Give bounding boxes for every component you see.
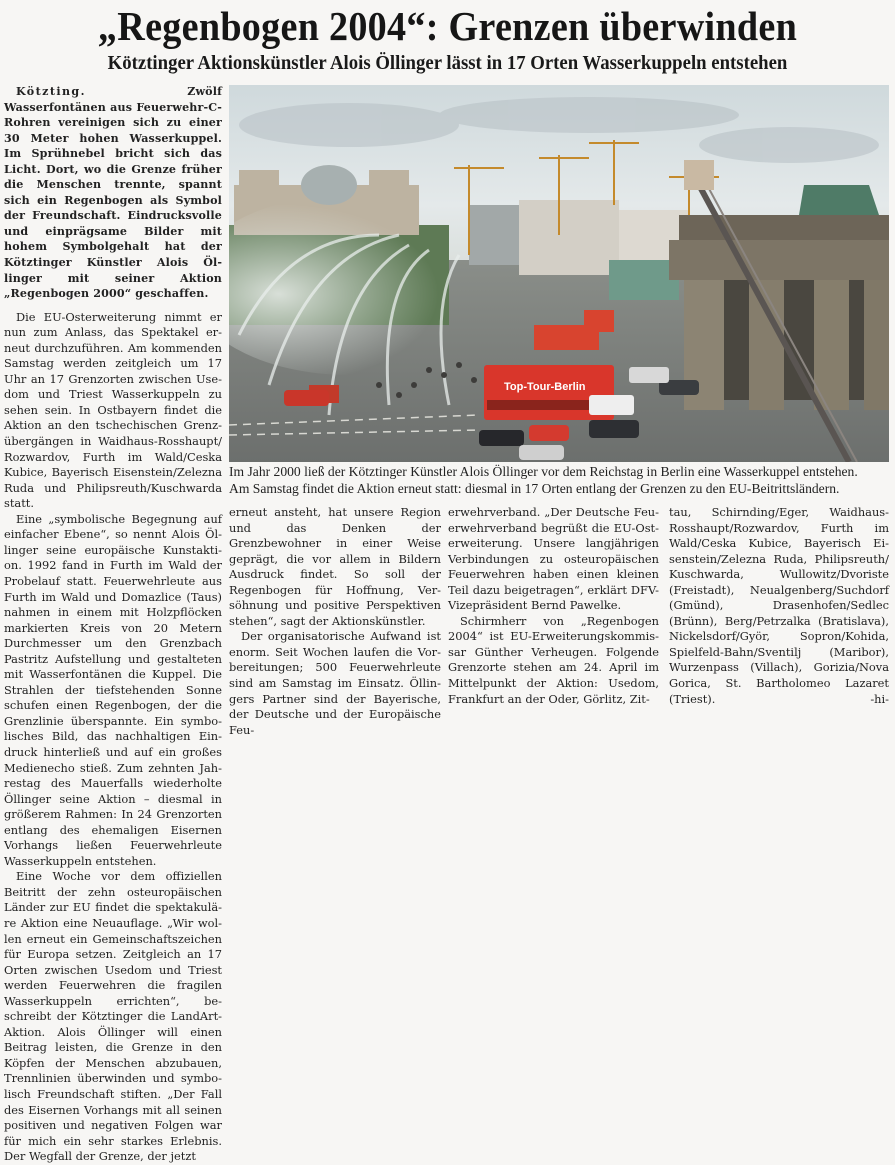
brandenburg-gate bbox=[669, 185, 889, 410]
lead-paragraph bbox=[4, 84, 222, 302]
dateline: Kötzting. bbox=[16, 85, 86, 98]
photo-caption bbox=[229, 463, 893, 497]
body-paragraph bbox=[669, 505, 889, 707]
body-paragraph: Eine „symbolische Begegnung auf einfacher Ebene“, so nennt Alois Öllinger seine europäische Kunstaktion. 1992 fand in Furth im Wald der Probelauf statt. Feuerwehrleute aus Furth im Wald und Domazlice (Taus) nahmen in einem mit Holzpflöcken markierten Kreis von 20 Metern Durchmesser um den Grenzbach Pastritz Aufstellung und gestalteten mit Wasserfontänen die Kuppel. Die Strahlen der tiefstehenden Sonne schufen einen Regenbogen, der die Grenzlinie überspannte. Ein symbolisches Bild, das nachhaltigen Eindruck hinterließ und auf ein großes Medienecho stieß. Zum zehnten Jahrestag des Mauerfalls wiederholte Öllinger seine Aktion – diesmal in größerem Rahmen: In 24 Grenzorten entlang des ehemaligen Eisernen Vorhangs ließen Feuerwehrleute Wasserkuppeln entstehen. bbox=[4, 511, 222, 868]
article-column-1 bbox=[4, 84, 222, 1165]
caption-line-1: Im Jahr 2000 ließ der Kötztinger Künstler Alois Öllinger vor dem Reichstag in Berlin eine Wasserkuppel entstehen. bbox=[229, 464, 858, 479]
caption-line-2: Am Samstag findet die Aktion erneut statt: diesmal in 17 Orten entlang der Grenzen zu den EU-Beitrittsländern. bbox=[229, 481, 840, 496]
place-list: tau, Schirnding/Eger, Waidhaus-Rosshaupt/Rozwardov, Furth im Wald/Ceska Kubice, Bayerisch Eisenstein/Zelezna Ruda, Philipsreuth/ Kuschwarda, Wullowitz/Dvoriste (Freistadt), Neualgenberg/Suchdorf (Gmünd), Drasenhofen/Sedlec (Brünn), Berg/Petrzalka (Bratislava), Nickelsdorf/Györ, Sopron/Kohida, Spielfeld-Bahn/Sventilj (Maribor), Wurzenpass (Villach), Gorizia/Nova Gorica, St. Bartholomeo Lazaret (Triest). bbox=[669, 505, 889, 706]
author-signature: -hi- bbox=[870, 691, 889, 706]
article-column-4 bbox=[669, 505, 889, 707]
photo-brandenburg-gate bbox=[229, 85, 889, 462]
lead-text: Zwölf Wasserfontänen aus Feuerwehr-C-Rohren vereinigen sich zu einer 30 Meter hohen Wasserkuppel. Im Sprühnebel bricht sich das Licht. Dort, wo die Grenze früher die Menschen trennte, spannt sich ein Regenbogen als Symbol der Freundschaft. Eindrucksvolle und einprägsame Bilder mit hohem Symbolgehalt hat der Kötztinger Künstler Alois Öllinger mit seiner Aktion „Regenbogen 2000“ geschaffen. bbox=[4, 85, 222, 301]
body-paragraph: erneut ansteht, hat unsere Region und das Denken der Grenzbewohner in einer Weise geprägt, die vor allem in Bildern Ausdruck findet. So soll der Regenbogen für Hoffnung, Versöhnung und positive Perspektiven stehen“, sagt der Aktionskünstler. bbox=[229, 505, 441, 628]
quadriga bbox=[799, 185, 879, 215]
body-paragraph: Eine Woche vor dem offiziellen Beitritt der zehn osteuropäischen Länder zur EU findet die spektakuläre Aktion eine Neuauflage. „Wir wollen erneut ein Gemeinschaftszeichen für Europa setzen. Zeitgleich an 17 Orten zwischen Usedom und Triest werden Feuerwehren die fragilen Wasserkuppeln errichten“, beschreibt der Kötztinger die LandArt-Aktion. Alois Öllinger will einen Beitrag leisten, die Grenze in den Köpfen der Menschen abzubauen, Trennlinien überwinden und symbolisch Freundschaft stiften. „Der Fall des Eisernen Vorhangs mit all seinen positiven und negativen Folgen war für mich ein sehr starkes Erlebnis. Der Wegfall der Grenze, der jetzt bbox=[4, 869, 222, 1164]
headline: „Regenbogen 2004“: Grenzen überwinden bbox=[97, 3, 798, 49]
subheadline: Kötztinger Aktionskünstler Alois Öllinger lässt in 17 Orten Wasserkuppeln entstehen bbox=[107, 52, 788, 74]
body-paragraph: Schirmherr von „Regenbogen 2004“ ist EU-Erweiterungskommissar Günther Verheugen. Folgende Grenzorte stehen am 24. April im Mittelpunkt der Aktion: Usedom, Frankfurt an der Oder, Görlitz, Zit- bbox=[448, 613, 659, 706]
body-paragraph: Die EU-Osterweiterung nimmt er nun zum Anlass, das Spektakel erneut durchzuführen. Am kommenden Samstag werden zeitgleich um 17 Uhr an 17 Grenzorten zwischen Usedom und Triest Wasserkuppeln zu sehen sein. In Ostbayern findet die Aktion an den tschechischen Grenzübergängen in Waidhaus-Rosshaupt/ Rozwardov, Furth im Wald/Ceska Kubice, Bayerisch Eisenstein/Zelezna Ruda und Philipsreuth/Kuschwarda statt. bbox=[4, 309, 222, 511]
body-paragraph: Der organisatorische Aufwand ist enorm. Seit Wochen laufen die Vorbereitungen; 500 Feuerwehrleute sind am Samstag im Einsatz. Öllingers Partner sind der Bayerische, der Deutsche und der Europäische Feu- bbox=[229, 629, 441, 737]
article-column-3 bbox=[448, 505, 659, 707]
body-paragraph: erwehrverband. „Der Deutsche Feuerwehrverband begrüßt die EU-Osterweiterung. Unsere langjährigen Verbindungen zu osteuropäischen Feuerwehren haben einen kleinen Teil dazu beigetragen“, erklärt DFV-Vizepräsident Bernd Pawelke. bbox=[448, 505, 659, 613]
bus-sign: Top-Tour-Berlin bbox=[504, 381, 586, 393]
article-column-2 bbox=[229, 505, 441, 738]
